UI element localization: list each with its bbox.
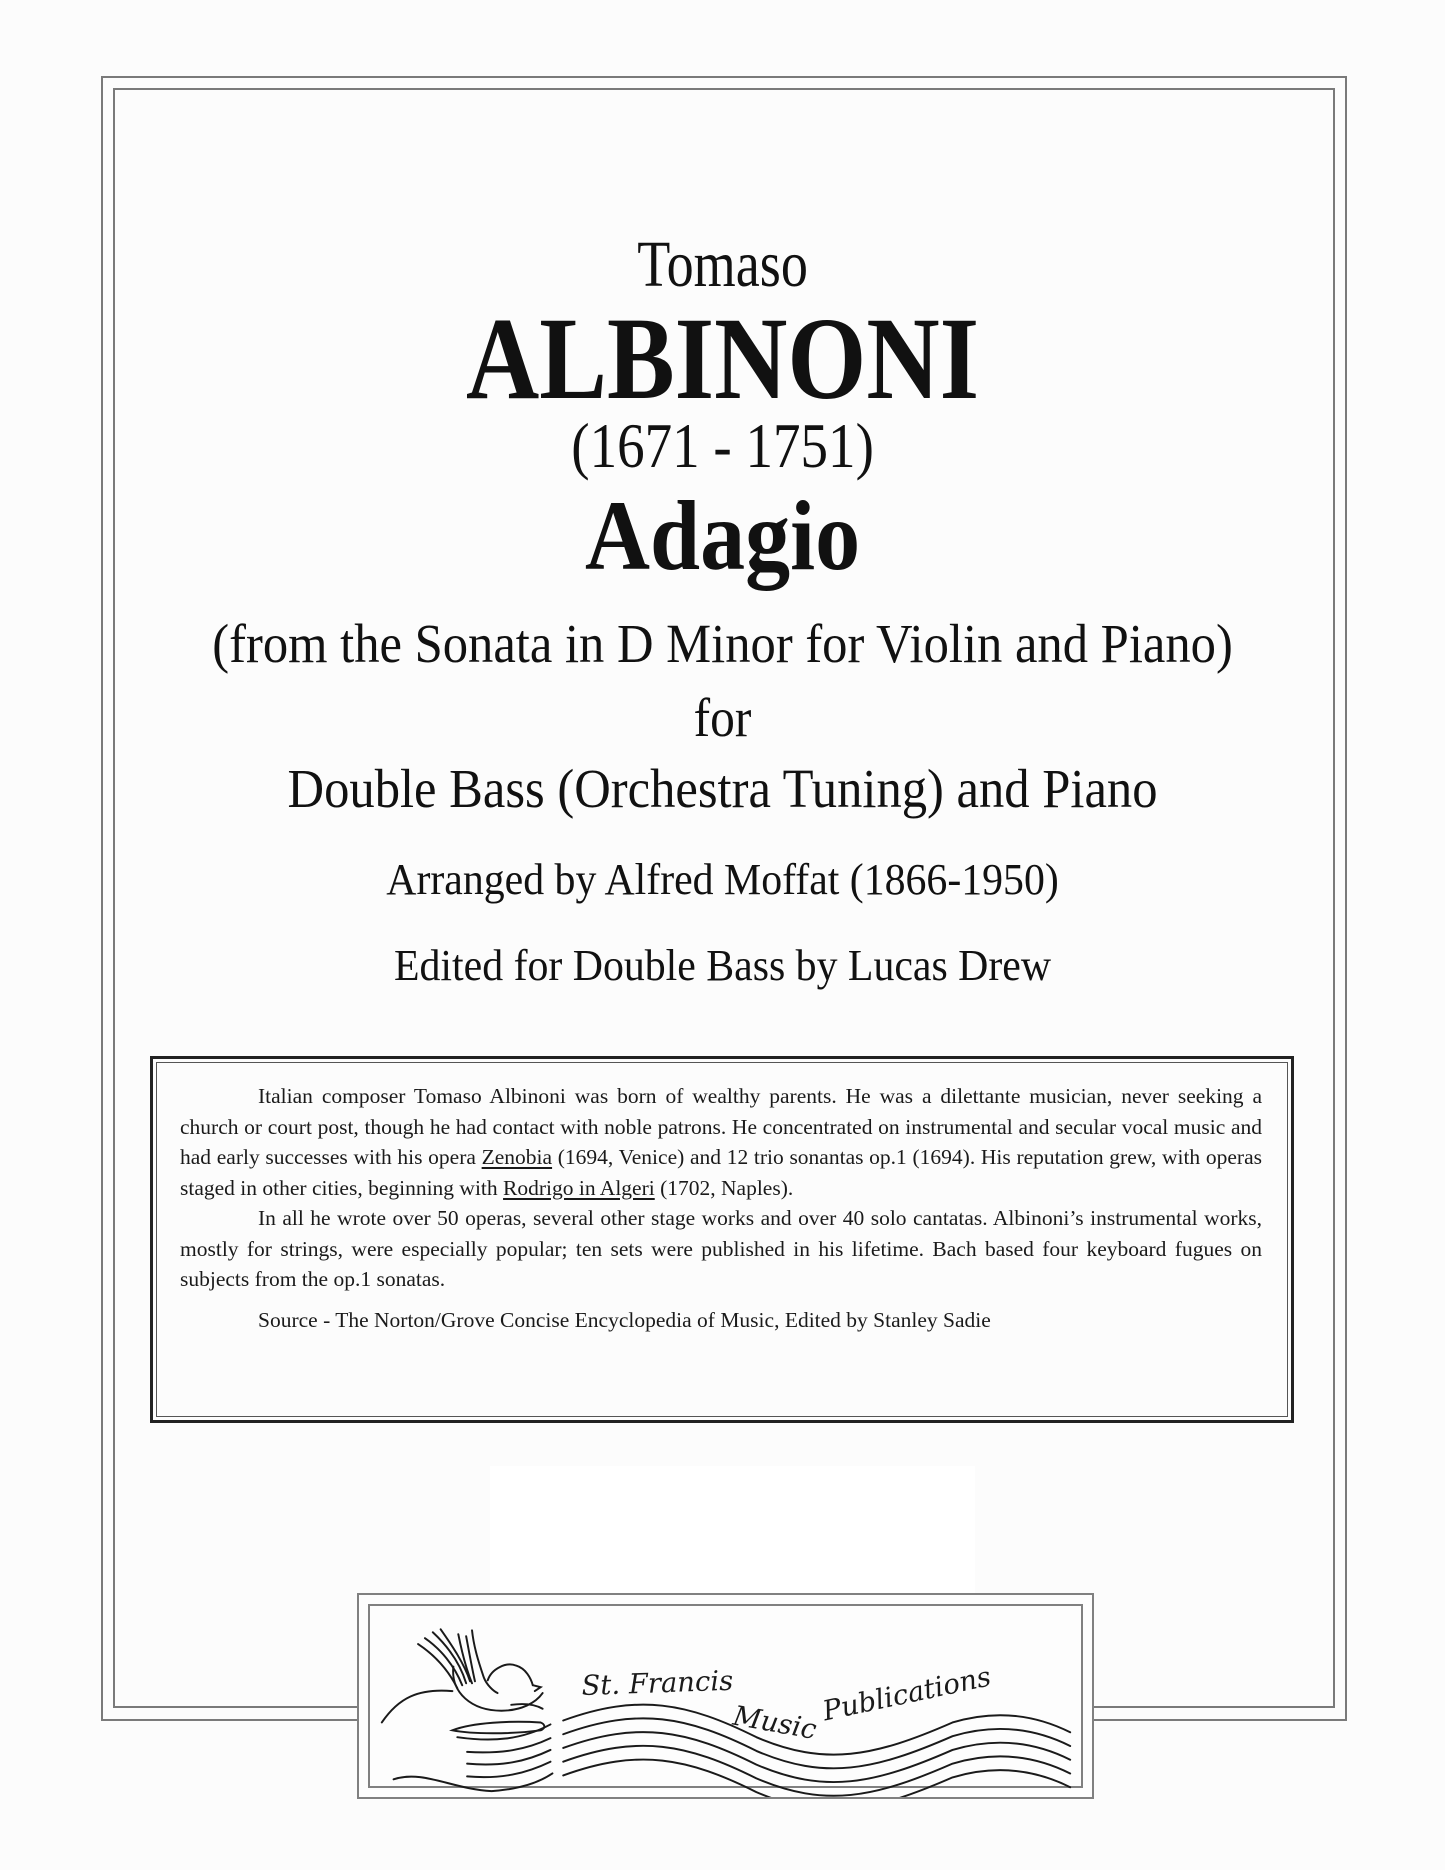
piece-title: Adagio	[585, 480, 861, 591]
svg-text:St. Francis: St. Francis	[581, 1665, 734, 1703]
biography-paragraph-2: In all he wrote over 50 operas, several other stage works and over 40 solo cantatas. Albinoni’s instrumental works, mostly for strings, were especially popular; ten sets were published in his lifetime. Bach based four keyboard fugues on subjects from the op.1 sonatas.	[180, 1206, 1262, 1291]
publisher-logo	[357, 1593, 1094, 1799]
opera-title-rodrigo: Rodrigo in Algeri	[503, 1175, 655, 1200]
for-label: for	[693, 687, 752, 748]
bio-text-part-3: (1702, Naples).	[654, 1175, 794, 1200]
composer-dates: (1671 - 1751)	[571, 410, 874, 481]
instrumentation: Double Bass (Orchestra Tuning) and Piano	[287, 758, 1158, 819]
blank-area	[490, 1466, 975, 1596]
dove-on-staff-icon	[359, 1595, 1092, 1797]
piece-subtitle: (from the Sonata in D Minor for Violin and Piano)	[212, 613, 1233, 674]
svg-text:Publications: Publications	[820, 1661, 994, 1728]
bio-text-part-2: (1694, Venice) and 12 trio sonantas op.1 (1694). His reputation grew, with operas staged in other cities, beginning with	[180, 1145, 1262, 1200]
bio-text-part-1: Italian composer Tomaso Albinoni was born of wealthy parents. He was a dilettante musician, never seeking a church or court post, though he had contact with noble patrons. He concentrated on instrumental and secular vocal music and had early successes with his opera	[180, 1084, 1262, 1169]
biography-source: Source - The Norton/Grove Concise Encyclopedia of Music, Edited by Stanley Sadie	[258, 1307, 991, 1332]
biography-text	[180, 1081, 1262, 1335]
svg-text:Music: Music	[730, 1700, 819, 1746]
biography-box	[150, 1056, 1294, 1423]
opera-title-zenobia: Zenobia	[481, 1145, 553, 1169]
composer-first-name: Tomaso	[637, 228, 808, 301]
biography-paragraph-1	[180, 1081, 1262, 1203]
arranger-credit: Arranged by Alfred Moffat (1866-1950)	[386, 855, 1059, 904]
editor-credit: Edited for Double Bass by Lucas Drew	[394, 941, 1052, 990]
composer-last-name: ALBINONI	[465, 293, 980, 424]
